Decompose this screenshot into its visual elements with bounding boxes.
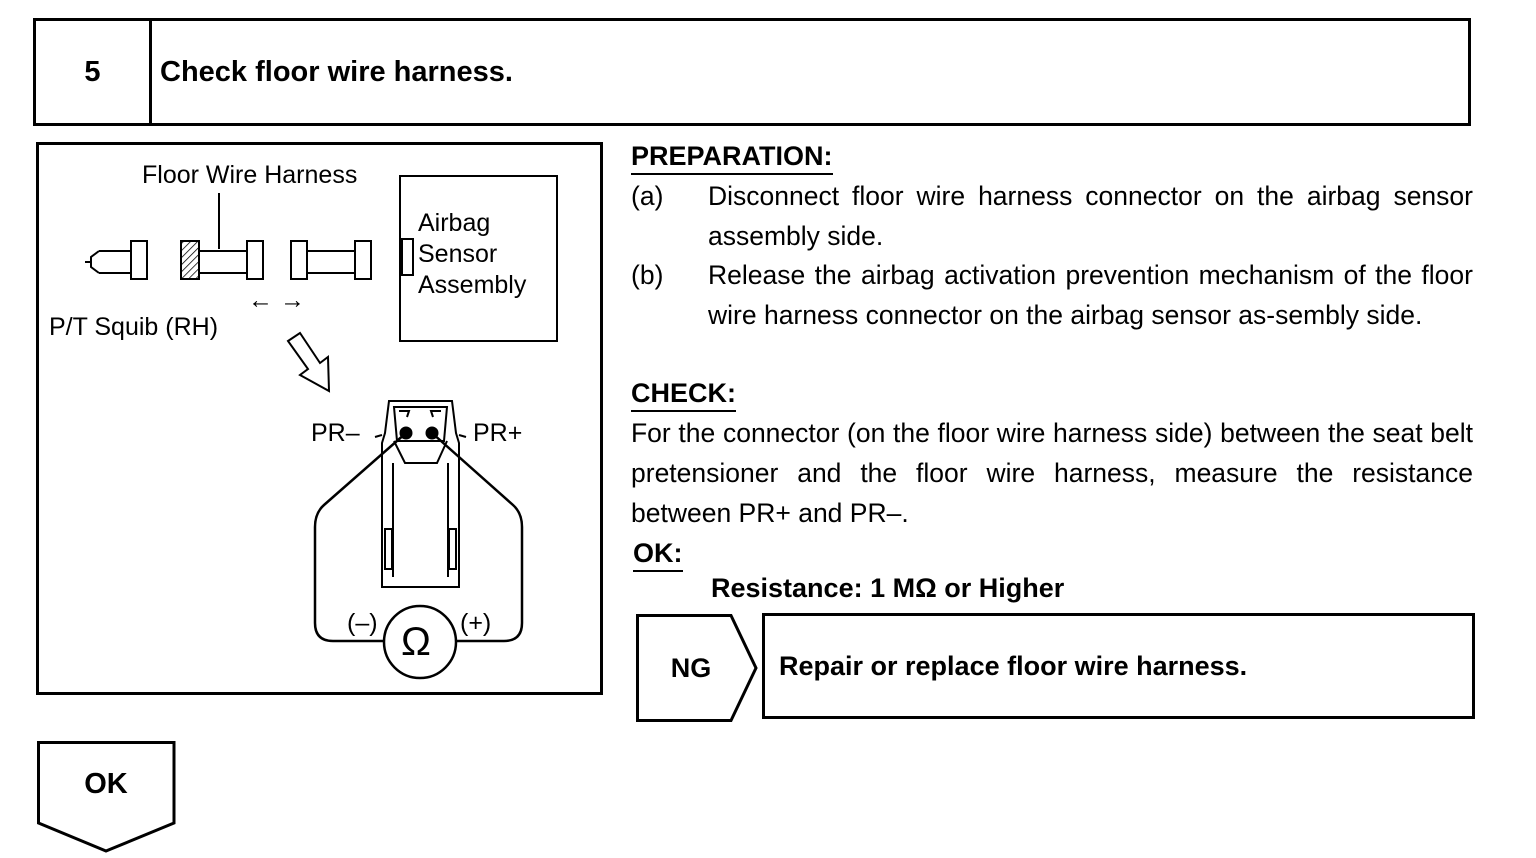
prep-item-b-text: Release the airbag activation prevention mechanism of the floor wire harness connector on the airbag sensor as-sembly side. [708, 260, 1473, 330]
direction-arrows: ← → [248, 286, 305, 314]
step-number: 5 [36, 21, 152, 123]
ng-action-text: Repair or replace floor wire harness. [779, 650, 1248, 681]
ok-flow-label: OK [84, 767, 128, 800]
ng-label: NG [670, 652, 712, 683]
check-text: For the connector (on the floor wire harness side) between the seat belt pretensioner and the floor wire harness, measure the resistance between PR+ and PR–. [631, 418, 1473, 528]
squib-label: P/T Squib (RH) [49, 313, 219, 341]
preparation-heading: PREPARATION: [631, 143, 833, 175]
wiring-figure [36, 142, 603, 695]
down-arrow-icon [288, 333, 329, 391]
ok-heading: OK: [633, 540, 683, 572]
meter-plus-label: (+) [460, 609, 492, 637]
pr-minus-label: PR– [311, 419, 360, 447]
step-header [33, 18, 1471, 126]
ok-resistance-value: Resistance: 1 MΩ or Higher [711, 573, 1065, 603]
prep-item-b-marker: (b) [631, 260, 664, 290]
meter-minus-label: (–) [347, 609, 378, 637]
airbag-connector-icon [291, 241, 371, 279]
airbag-label-line-3: Assembly [418, 271, 527, 299]
check-heading: CHECK: [631, 380, 736, 412]
prep-item-a-marker: (a) [631, 181, 664, 211]
floor-wire-harness-label: Floor Wire Harness [142, 161, 358, 189]
prep-item-a-text: Disconnect floor wire harness connector on the airbag sensor assembly side. [708, 181, 1473, 251]
pr-plus-label: PR+ [473, 419, 523, 447]
step-title: Check floor wire harness. [160, 55, 513, 88]
harness-connector-icon [181, 241, 263, 279]
ohm-symbol: Ω [401, 620, 431, 664]
connector-icon [375, 401, 466, 587]
airbag-sensor-label [418, 208, 526, 301]
ng-result-box [762, 613, 1475, 719]
airbag-label-line-1: Airbag [418, 209, 491, 237]
squib-connector-icon [85, 241, 147, 279]
airbag-label-line-2: Sensor [418, 240, 498, 268]
